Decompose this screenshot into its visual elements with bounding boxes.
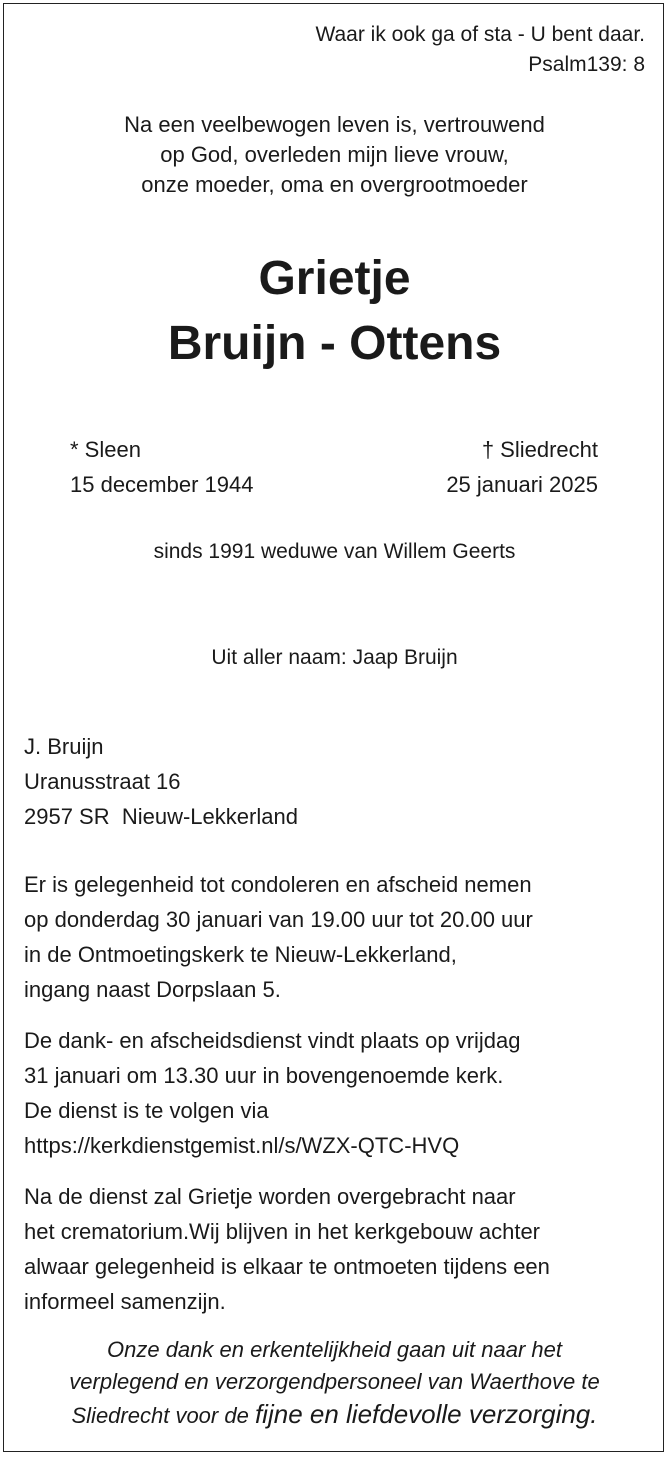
address-name: J. Bruijn <box>24 734 104 759</box>
birth-date: 15 december 1944 <box>70 472 254 497</box>
address-street: Uranusstraat 16 <box>24 769 181 794</box>
gratitude-line <box>0 1398 669 1432</box>
paragraph-line: alwaar gelegenheid is elkaar te ontmoeten tijdens een <box>24 1254 550 1279</box>
widow-note: sinds 1991 weduwe van Willem Geerts <box>153 540 516 563</box>
paragraph-line: De dienst is te volgen via <box>24 1098 269 1123</box>
death-place: † Sliedrecht <box>481 437 598 462</box>
gratitude-line: verplegend en verzorgendpersoneel van Waerthove te <box>69 1369 600 1394</box>
paragraph-line: De dank- en afscheidsdienst vindt plaats op vrijdag <box>24 1028 521 1053</box>
birth-info <box>70 432 253 502</box>
paragraph-line: in de Ontmoetingskerk te Nieuw-Lekkerland, <box>24 942 457 967</box>
gratitude-emphasis: fijne en liefdevolle verzorging. <box>254 1399 598 1429</box>
gratitude-line: Onze dank en erkentelijkheid gaan uit naar het <box>107 1337 562 1362</box>
intro-line: op God, overleden mijn lieve vrouw, <box>160 142 509 167</box>
paragraph-line: Na de dienst zal Grietje worden overgebracht naar <box>24 1184 516 1209</box>
intro-text <box>0 110 669 200</box>
paragraph-line: informeel samenzijn. <box>24 1289 226 1314</box>
surname: Bruijn - Ottens <box>167 317 502 370</box>
paragraph-line: Er is gelegenheid tot condoleren en afscheid nemen <box>24 872 532 897</box>
service-paragraph <box>24 1023 654 1163</box>
address-city: 2957 SR Nieuw-Lekkerland <box>24 804 298 829</box>
signed-by: Uit aller naam: Jaap Bruijn <box>211 646 458 669</box>
intro-line: onze moeder, oma en overgrootmoeder <box>141 172 528 197</box>
death-info <box>446 432 598 502</box>
death-date: 25 januari 2025 <box>446 472 598 497</box>
birth-place: * Sleen <box>70 437 141 462</box>
paragraph-line: 31 januari om 13.30 uur in bovengenoemde kerk. <box>24 1063 504 1088</box>
correspondence-address <box>24 729 298 834</box>
gratitude-text: Sliedrecht voor de <box>71 1403 249 1428</box>
intro-line: Na een veelbewogen leven is, vertrouwend <box>124 112 545 137</box>
after-service-paragraph <box>24 1179 654 1319</box>
gratitude-note <box>0 1334 669 1432</box>
livestream-link: https://kerkdienstgemist.nl/s/WZX-QTC-HVQ <box>24 1133 460 1158</box>
paragraph-line: ingang naast Dorpslaan 5. <box>24 977 281 1002</box>
verse-text: Waar ik ook ga of sta - U bent daar. <box>315 23 645 46</box>
paragraph-line: het crematorium.Wij blijven in het kerkgebouw achter <box>24 1219 541 1244</box>
first-name: Grietje <box>258 252 411 305</box>
deceased-name <box>0 246 669 376</box>
condolence-paragraph <box>24 867 654 1007</box>
bible-verse <box>315 20 645 80</box>
verse-reference: Psalm139: 8 <box>528 53 645 76</box>
paragraph-line: op donderdag 30 januari van 19.00 uur tot 20.00 uur <box>24 907 533 932</box>
